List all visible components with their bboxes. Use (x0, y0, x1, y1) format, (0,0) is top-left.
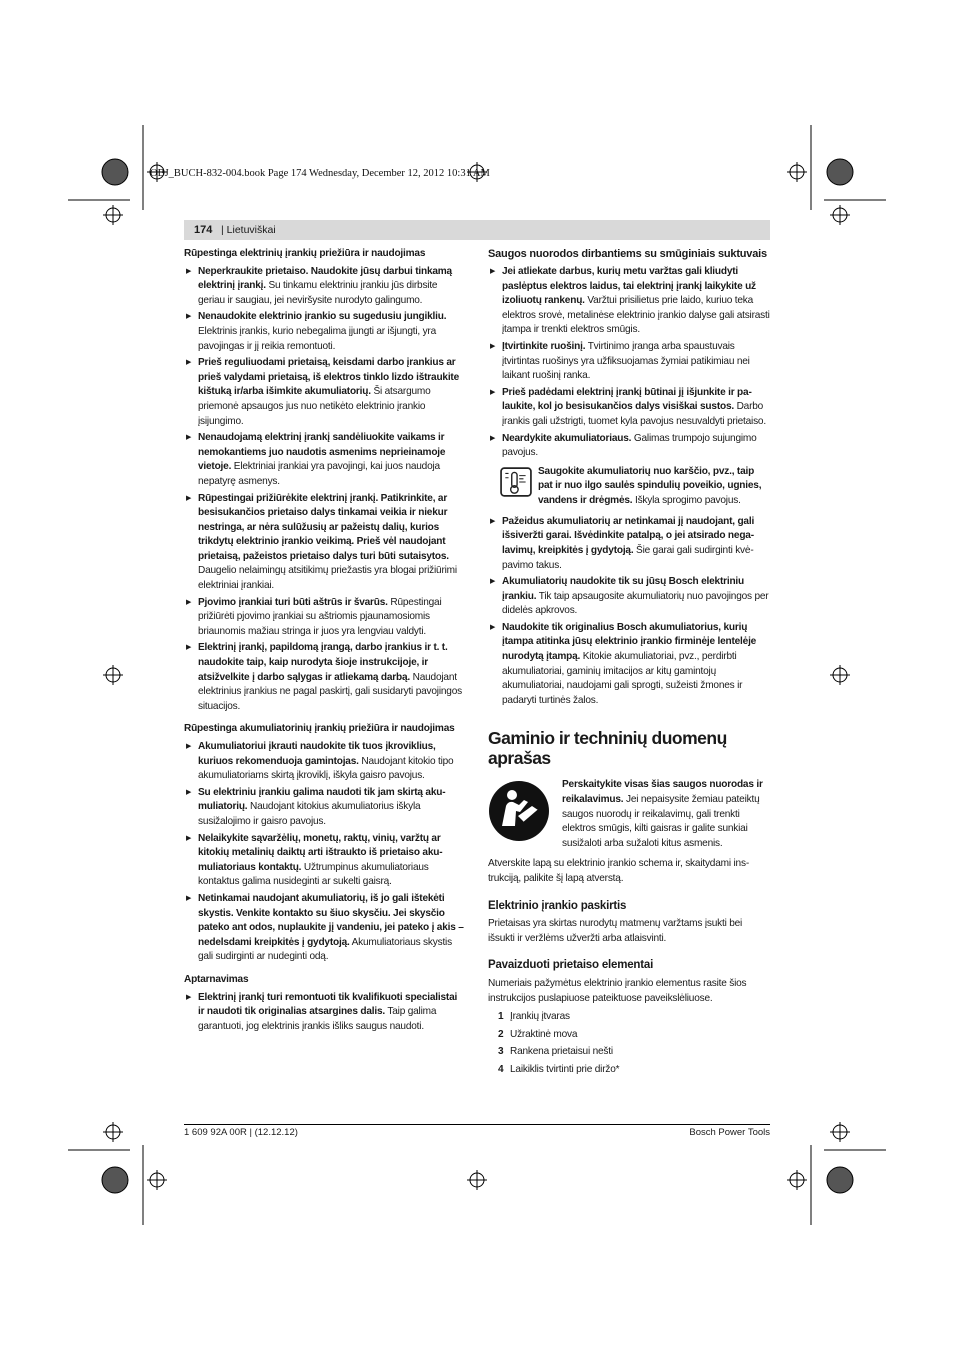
bullet-item (184, 431, 466, 489)
component-number: 3 (498, 1046, 504, 1058)
impact-safety-list-b (488, 515, 770, 709)
bullet-item-text: Su tinkamu elektriniu įrankiu jūs dirbsite geriau ir saugiau, jei neviršysite nurodyto galingumo. (198, 280, 438, 306)
bullet-item (488, 386, 770, 430)
bullet-item-bold: Nelaikykite sąvaržėlių, monetų, raktų, vinių, varžtų ar kitokių metalinių daiktų arti ištraukto iš prietaiso akumuliatoriaus kontaktų. (198, 832, 443, 873)
bullet-item-text: Galimas trumpojo sujungimo pavojus. (502, 432, 757, 459)
bullet-item-bold: Akumuliatorių naudokite tik su jūsų Bosch elektriniu įrankiu. (502, 576, 744, 602)
bullet-item (184, 641, 466, 714)
bullet-item-bold: Įtvirtinkite ruošinį. (502, 340, 586, 352)
bullet-item-bold: Naudokite tik originalius Bosch akumuliatorius, kurių įtampa atitinka jūsų elektrinio įrankio firminėje lentelėje nurodytą įtampą. (502, 621, 757, 663)
section-title-service: Aptarnavimas (184, 973, 249, 985)
bullet-item-bold: Jei atliekate darbus, kurių metu varžtas gali kliudyti paslėptus elektros laidus, tai elektrinį įrankį laikykite už izoliuotų rankenų. (502, 266, 756, 307)
bullet-item-bold: Elektrinį įrankį, papildomą įrangą, darbo įrankius ir t. t. naudokite taip, kaip nurodyta šioje instrukcijoje, ir atsižvelkite į darbo sąlygas ir atliekamą darbą. (198, 642, 448, 683)
component-item (488, 1010, 770, 1025)
bullet-item-bold: Nenaudokite elektrinio įrankio su sugedusiu jungikliu. (198, 311, 447, 323)
battery-care-list (184, 740, 466, 965)
bullet-item (184, 991, 466, 1035)
bullet-item-bold: Pjovimo įrankiai turi būti aštrūs ir švarūs. (198, 596, 388, 608)
bullet-item-bold: Nenaudojamą elektrinį įrankį sandėliuokite vaikams ir nemokantiems juo naudotis asmenims neprieinamoje vietoje. (198, 432, 446, 473)
component-item (488, 1045, 770, 1060)
bullet-item-text: Šie garai gali sudirginti kvėpavimo takus. (502, 544, 754, 571)
bullet-item-bold: Netinkamai naudojant akumuliatorių, iš jo gali ištekėti skystis. Venkite kontakto su šiuo skysčiu. Jei skysčio pateko ant odos, nuplaukite jį vandeniu, jei pateko į akis – nedelsdami kreipkitės į gydytoją. (198, 892, 464, 948)
bullet-item-text: Darbo įrankis gali užstrigti, tuomet kyla pavojus nesuvaldyti prietaiso. (502, 401, 766, 427)
footer-brand: Bosch Power Tools (689, 1127, 770, 1138)
bullet-item-bold: Prieš padėdami elektrinį įrankį būtinai jį išjunkite ir palaukite, kol jo besisukančios dalys visiškai sustos. (502, 386, 752, 413)
main-section-title: Gaminio ir techninių duomenų aprašas (488, 728, 727, 769)
component-number: 2 (498, 1028, 504, 1040)
bullet-item-text: Daugelio nelaimingų atsitikimų priežastis yra blogai prižiūrimi elektriniai įrankiai. (198, 565, 457, 592)
purpose-text: Prietaisas yra skirtas nurodytų matmenų varžtams įsukti bei išsukti ir veržlėms užveržti arba atlaisvinti. (488, 918, 743, 944)
bullet-item (184, 356, 466, 429)
fold-note: Atverskite lapą su elektrinio įrankio schema ir, skaitydami instrukciją, palikite šį lapą atverstą. (488, 858, 750, 884)
purpose-title: Elektrinio įrankio paskirtis (488, 899, 627, 912)
component-label: Laikiklis tvirtinti prie diržo* (510, 1063, 620, 1075)
component-item (488, 1028, 770, 1043)
footer-part-number: 1 609 92A 00R | (12.12.12) (184, 1127, 298, 1138)
bullet-item (184, 832, 466, 890)
page-number: 174 (194, 224, 213, 236)
bullet-item-text: Elektrinis įrankis, kurio nebegalima įjungti ar išjungti, yra pavojingas ir jį reikia remontuoti. (198, 325, 437, 352)
bullet-item-bold: Elektrinį įrankį turi remontuoti tik kvalifikuoti specialistai ir naudoti tik originalias atsargines dalis. (198, 991, 458, 1018)
bullet-item (184, 265, 466, 309)
bullet-item (184, 892, 466, 965)
section-title-impact-driver-safety: Saugos nuorodos dirbantiems su smūginiais suktuvais (488, 248, 767, 260)
bullet-item (184, 596, 466, 640)
component-item (488, 1063, 770, 1078)
components-text: Numeriais pažymėtus elektrinio įrankio elementus rasite šios instrukcijos puslapiuose pateiktuose paveikslėliuose. (488, 977, 747, 1004)
bullet-item-text: Varžtui prisilietus prie laido, kuriuo teka elektros srovė, metalinėse elektrinio įrankio dalyse gali atsirasti įtampa ir trenkti elektros smūgis. (502, 295, 770, 336)
components-title: Pavaizduoti prietaiso elementai (488, 959, 654, 972)
impact-safety-list-a (488, 265, 770, 461)
bullet-item-bold: Prieš reguliuodami prietaisą, keisdami darbo įrankius ar prieš valydami prietaisą, iš elektros tinklo lizdo ištraukite kištuką ir/arba išimkite akumuliatorių. (198, 357, 459, 398)
bullet-item-text: Užtrumpinus akumuliatoriaus kontaktus galima nusideginti ar sukelti gaisrą. (198, 861, 429, 888)
component-label: Užraktinė mova (510, 1028, 578, 1040)
language-label: Lietuviškai (226, 224, 276, 236)
component-label: Įrankių įtvaras (510, 1011, 570, 1023)
bullet-item-bold: Neardykite akumuliatoriaus. (502, 432, 632, 444)
bullet-item-text: Naudojant kitokius akumuliatorius iškyla susižalojimo ir gaisro pavojus. (198, 801, 421, 827)
footer-rule (184, 1124, 770, 1125)
bullet-item (184, 310, 466, 354)
heat-warning-block (488, 465, 770, 509)
bullet-item-bold: Neperkraukite prietaiso. Naudokite jūsų darbui tinkamą elektrinį įrankį. (198, 265, 452, 292)
bullet-item (488, 340, 770, 384)
bullet-item-text: Elektriniai įrankiai yra pavojingi, kai juos naudoja nepatyrę asmenys. (198, 461, 440, 487)
section-title-battery-care: Rūpestinga akumuliatorinių įrankių priežiūra ir naudojimas (184, 723, 455, 735)
bullet-item (184, 740, 466, 784)
read-warning-text: Jei nepaisysite žemiau pateiktų saugos nuorodų ir reikalavimų, gali trenkti elektros smūgis, kilti gaisras ir galite sunkiai susižaloti arba sužaloti kitus asmenis. (562, 794, 760, 849)
bullet-item (488, 432, 770, 461)
bullet-item (488, 515, 770, 573)
bullet-item (488, 575, 770, 619)
bullet-item-text: Naudojant elektrinius įrankius ne pagal paskirtį, gali susidaryti pavojingos situacijos. (198, 671, 462, 712)
heat-warning-bold: Saugokite akumuliatorių nuo karščio, pvz., taip pat ir nuo ilgo saulės spindulių poveikio, ugnies, vandens ir drėgmės. (538, 465, 762, 506)
bullet-item-text: Naudojant kitokio tipo akumuliatoriams skirtą įkroviklį, iškyla gaisro pavojus. (198, 755, 454, 782)
bullet-item (488, 265, 770, 338)
bullet-item-bold: Su elektriniu įrankiu galima naudoti tik jam skirtą akumuliatorių. (198, 786, 446, 813)
component-number: 1 (498, 1011, 504, 1023)
bullet-item-text: Taip galima garantuoti, jog elektrinis įrankis išliks saugus naudoti. (198, 1006, 437, 1032)
bullet-item-text: Kitokie akumuliatoriai, pvz., perdirbti akumuliatoriai, gaminių imitacijos ar kitų gamintojų akumuliatoriai, naudojami gali sprogti, sužeisti žmones ir padaryti turtinės žalos. (502, 651, 743, 706)
heat-warning-text: Iškyla sprogimo pavojus. (632, 494, 741, 506)
component-number: 4 (498, 1063, 504, 1075)
bullet-item-text: Tvirtinimo įranga arba spaustuvais įtvirtintas ruošinys yra užfiksuojamas žymiai patikimiau nei laikant ruošinį ranka. (502, 340, 750, 382)
component-label: Rankena prietaisui nešti (510, 1046, 613, 1058)
bullet-item-bold: Akumuliatoriui įkrauti naudokite tik tuos įkroviklius, kuriuos rekomenduoja gamintojas. (198, 741, 436, 767)
service-list (184, 991, 466, 1035)
page-language: | Lietuviškai (221, 224, 276, 236)
components-list (488, 1010, 770, 1077)
right-column (488, 247, 770, 1081)
bullet-item (184, 786, 466, 830)
read-manual-warning-block (488, 778, 770, 851)
print-info-line: OBJ_BUCH-832-004.book Page 174 Wednesday, December 12, 2012 10:31 AM (150, 168, 490, 179)
read-warning-bold: Perskaitykite visas šias saugos nuorodas ir reikalavimus. (562, 779, 763, 806)
bullet-item-text: Akumuliatoriaus skystis gali sudirginti ar nudeginti odą. (198, 936, 452, 963)
tool-care-list (184, 265, 466, 715)
bullet-item (184, 492, 466, 594)
left-column (184, 247, 466, 1036)
bullet-item-text: Tik taip apsaugosite akumuliatorių nuo pavojingos per didelės apkrovos. (502, 590, 769, 617)
section-title-tool-care: Rūpestinga elektrinių įrankių priežiūra ir naudojimas (184, 248, 426, 259)
bullet-item-bold: Rūpestingai prižiūrėkite elektrinį įrankį. Patikrinkite, ar besisukančios prietaiso dalys tinkamai veikia ir niekur nestringa, ar nėra sulūžusių ar pažeistų dalių, kurios trikdytų elektrinio įrankio veikimą. Prieš vėl naudojant prietaisą, pažeistos prietaiso dalys turi būti sutaisytos. (198, 492, 449, 562)
bullet-item-bold: Pažeidus akumuliatorių ar netinkamai jį naudojant, gali išsiveržti garai. Išvėdinkite patalpą, o jei atsirado negalavimų, kreipkitės į gydytoją. (502, 515, 755, 556)
read-manual-icon (488, 780, 550, 842)
bullet-item (488, 621, 770, 709)
bullet-item-text: Rūpestingai prižiūrėti pjovimo įrankiai su aštriomis pjaunamosiomis briaunomis mažiau stringa ir juos yra lengviau valdyti. (198, 596, 442, 637)
heat-warning-icon (500, 467, 532, 497)
bullet-item-text: Ši atsargumo priemonė apsaugos jus nuo netikėto elektrinio įrankio įsijungimo. (198, 386, 431, 427)
